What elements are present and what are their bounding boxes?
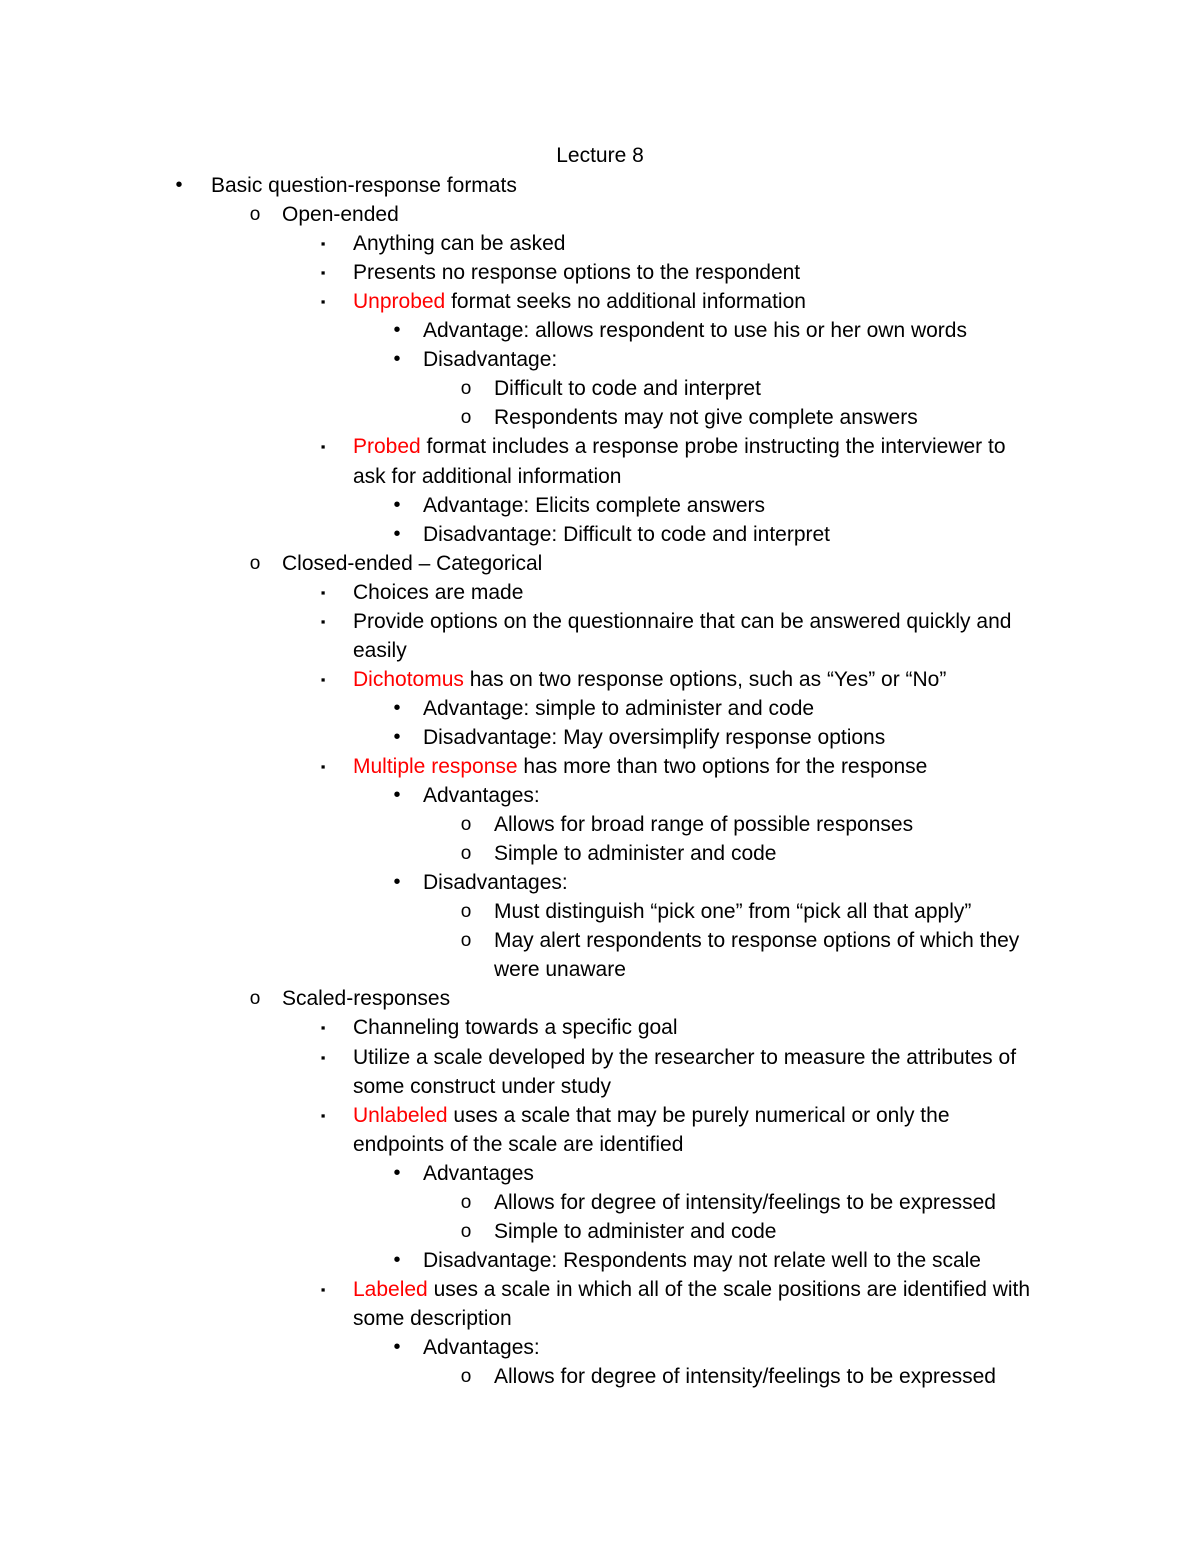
outline-item-text: Disadvantage: May oversimplify response options [423, 725, 886, 749]
outline-item-text: Allows for degree of intensity/feelings to be expressed [494, 1365, 996, 1389]
outline-item-level-3 [353, 229, 565, 258]
outline-item-text: Disadvantage: Respondents may not relate well to the scale [423, 1248, 981, 1272]
square-marker-icon: ▪ [320, 613, 326, 629]
outline-item-level-5 [494, 1362, 996, 1391]
outline-item-level-3 [353, 1072, 611, 1101]
square-marker-icon: ▪ [320, 671, 326, 687]
outline-item-text: Simple to administer and code [494, 842, 777, 866]
bullet-marker-icon: • [393, 1161, 401, 1184]
outline-item-level-5 [494, 1217, 777, 1246]
outline-item-text: Advantages [423, 1161, 534, 1185]
outline-item-text: ask for additional information [353, 464, 622, 488]
outline-item-level-3 [353, 1304, 512, 1333]
outline-item-text: Basic question-response formats [211, 174, 517, 197]
outline-item-text: Presents no response options to the respondent [353, 261, 801, 285]
bullet-marker-icon: • [393, 522, 401, 545]
outline-item-text: format seeks no additional information [445, 290, 806, 314]
outline-item-level-1 [211, 171, 517, 200]
bullet-marker-icon: • [393, 319, 401, 342]
outline-item-level-4 [423, 1333, 540, 1362]
outline-item-level-3 [353, 1275, 1030, 1304]
outline-item-text: has more than two options for the response [517, 755, 928, 778]
bullet-marker-icon: • [393, 1248, 401, 1271]
outline-item-text: uses a scale that may be purely numerical or only the [447, 1103, 950, 1127]
outline-item-level-3 [353, 258, 800, 287]
outline-item-text: Allows for degree of intensity/feelings to be expressed [494, 1190, 996, 1214]
outline-item-level-4 [423, 491, 765, 520]
square-marker-icon: ▪ [320, 236, 326, 252]
circle-marker-icon: o [249, 988, 261, 1010]
outline-item-level-3 [353, 1013, 678, 1042]
bullet-marker-icon: • [393, 348, 401, 371]
outline-item-level-2 [282, 984, 450, 1013]
outline-item-text: Anything can be asked [353, 232, 566, 256]
outline-item-level-3 [353, 1101, 950, 1130]
outline-item-text: Open-ended [282, 203, 399, 227]
outline-item-level-4 [423, 694, 814, 723]
circle-marker-icon: o [460, 1220, 472, 1242]
outline-item-level-5 [494, 955, 626, 984]
outline-item-text: Disadvantage: [423, 348, 558, 372]
outline-item-level-4 [423, 316, 967, 345]
outline-item-text: Disadvantage: Difficult to code and interpret [423, 522, 831, 546]
square-marker-icon: ▪ [320, 1049, 326, 1065]
square-marker-icon: ▪ [320, 759, 326, 774]
circle-marker-icon: o [460, 407, 472, 429]
circle-marker-icon: o [249, 204, 261, 226]
circle-marker-icon: o [460, 1366, 472, 1388]
outline-item-level-3 [353, 578, 523, 607]
outline-item-text: Closed-ended – Categorical [282, 551, 543, 575]
outline-item-level-4 [423, 723, 885, 752]
square-marker-icon: ▪ [320, 1020, 326, 1036]
outline-item-text: Must distinguish “pick one” from “pick all that apply” [494, 900, 972, 924]
circle-marker-icon: o [460, 1191, 472, 1213]
outline-item-text: Respondents may not give complete answers [494, 406, 918, 430]
outline-item-text: Choices are made [353, 580, 524, 604]
outline-item-level-5 [494, 374, 761, 403]
outline-item-text: Advantage: Elicits complete answers [423, 493, 765, 517]
outline-item-level-3 [353, 607, 1011, 636]
outline-item-level-4 [423, 520, 830, 549]
bullet-marker-icon: • [393, 1336, 401, 1358]
outline-item-level-3 [353, 752, 927, 781]
outline-item-level-5 [494, 403, 918, 432]
outline-item-level-5 [494, 839, 777, 868]
outline-item-text: Channeling towards a specific goal [353, 1016, 678, 1040]
highlighted-term: Multiple response [353, 755, 518, 778]
outline-item-level-3 [353, 1130, 683, 1159]
outline-item-text: endpoints of the scale are identified [353, 1132, 684, 1156]
outline-item-text: Utilize a scale developed by the researcher to measure the attributes of [353, 1045, 1017, 1069]
square-marker-icon: ▪ [320, 584, 326, 600]
outline-item-text: Disadvantages: [423, 871, 568, 895]
outline-item-text: some construct under study [353, 1074, 611, 1098]
outline-item-level-4 [423, 868, 568, 897]
outline-item-level-5 [494, 1188, 996, 1217]
outline-item-level-4 [423, 345, 557, 374]
circle-marker-icon: o [460, 901, 472, 923]
outline-item-level-5 [494, 897, 971, 926]
bullet-marker-icon: • [393, 696, 401, 719]
outline-item-text: Simple to administer and code [494, 1219, 777, 1243]
outline-item-text: Scaled-responses [282, 987, 451, 1011]
circle-marker-icon: o [460, 843, 472, 865]
outline-item-level-2 [282, 549, 542, 578]
outline-item-level-4 [423, 1246, 981, 1275]
outline-item-text: Advantage: allows respondent to use his or her own words [423, 319, 967, 343]
outline-item-text: uses a scale in which all of the scale positions are identified with [427, 1277, 1031, 1301]
outline-item-level-5 [494, 926, 1019, 955]
bullet-marker-icon: • [393, 493, 401, 516]
circle-marker-icon: o [460, 814, 472, 836]
highlighted-term: Dichotomus [353, 667, 464, 691]
outline-item-text: Difficult to code and interpret [494, 377, 761, 401]
square-marker-icon: ▪ [320, 439, 326, 455]
outline-item-level-3 [353, 636, 407, 665]
highlighted-term: Unprobed [353, 290, 446, 314]
outline-item-text: were unaware [494, 958, 626, 982]
outline-item-text: May alert respondents to response options of which they [494, 929, 1020, 953]
outline-item-text: has on two response options, such as “Yes” or “No” [463, 667, 947, 691]
outline-item-level-2 [282, 200, 399, 229]
outline-item-text: Allows for broad range of possible responses [494, 813, 914, 837]
outline-item-level-3 [353, 665, 946, 694]
bullet-marker-icon: • [393, 725, 401, 748]
bullet-marker-icon: • [175, 174, 183, 196]
outline-item-text: Advantage: simple to administer and code [423, 696, 815, 720]
square-marker-icon: ▪ [320, 294, 326, 310]
outline-item-text: format includes a response probe instructing the interviewer to [420, 435, 1006, 459]
outline-item-text: Advantages: [423, 784, 540, 808]
outline-item-level-4 [423, 781, 540, 810]
outline-item-text: Provide options on the questionnaire that can be answered quickly and [353, 609, 1012, 633]
square-marker-icon: ▪ [320, 265, 326, 281]
outline-item-level-5 [494, 810, 913, 839]
bullet-marker-icon: • [393, 784, 401, 807]
highlighted-term: Labeled [353, 1277, 428, 1301]
highlighted-term: Unlabeled [353, 1103, 448, 1127]
outline-item-text: easily [353, 638, 407, 662]
square-marker-icon: ▪ [320, 1107, 326, 1123]
outline-item-text: some description [353, 1306, 512, 1330]
outline-item-level-3 [353, 432, 1006, 461]
outline-item-level-4 [423, 1159, 534, 1188]
circle-marker-icon: o [460, 930, 472, 952]
outline-item-level-3 [353, 287, 806, 316]
outline-item-level-3 [353, 1043, 1016, 1072]
bullet-marker-icon: • [393, 871, 401, 894]
square-marker-icon: ▪ [320, 1281, 326, 1297]
outline-item-level-3 [353, 462, 621, 491]
highlighted-term: Probed [353, 435, 421, 459]
circle-marker-icon: o [249, 552, 261, 574]
outline-item-text: Advantages: [423, 1336, 540, 1359]
page-title: Lecture 8 [556, 144, 644, 167]
circle-marker-icon: o [460, 378, 472, 400]
